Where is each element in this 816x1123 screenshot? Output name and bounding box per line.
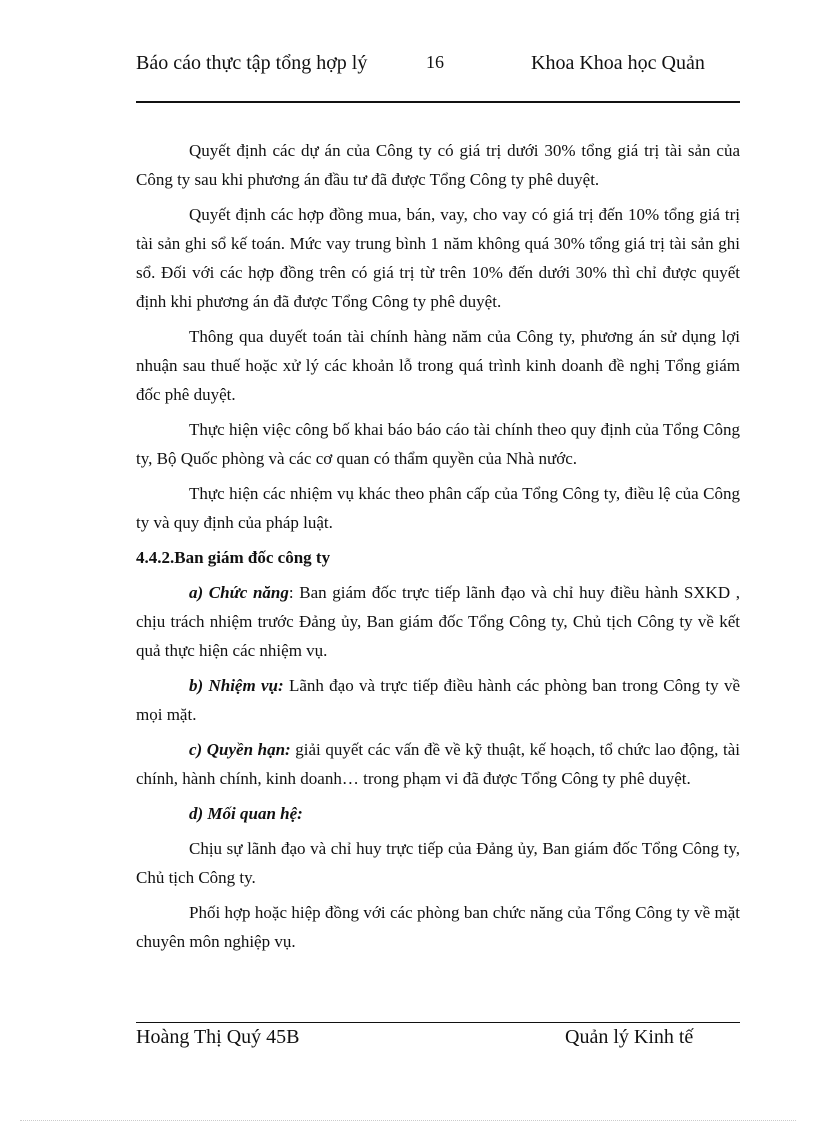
function-label: a) Chức năng	[189, 583, 289, 602]
header-faculty: Khoa Khoa học Quản	[531, 52, 705, 74]
relations-label: d) Mối quan hệ:	[189, 804, 303, 823]
header-report-title: Báo cáo thực tập tổng hợp lý	[136, 52, 368, 74]
page-body	[136, 136, 740, 962]
paragraph-financial-settlement: Thông qua duyết toán tài chính hàng năm của Công ty, phương án sử dụng lợi nhuận sau thuế hoặc xử lý các khoản lỗ trong quá trình kinh doanh đề nghị Tổng giám đốc phê duyệt.	[136, 327, 740, 404]
page-bottom-border	[20, 1120, 796, 1121]
footer-divider	[136, 1022, 740, 1023]
paragraph-relations-heading	[136, 799, 740, 828]
page-header	[136, 50, 740, 103]
page-number: 16	[426, 52, 444, 72]
footer-department: Quản lý Kinh tế	[565, 1026, 694, 1048]
paragraph-duties	[136, 671, 740, 729]
paragraph-leadership: Chịu sự lãnh đạo và chỉ huy trực tiếp của Đảng ủy, Ban giám đốc Tổng Công ty, Chủ tịch Công ty.	[136, 839, 740, 887]
authority-text: giải quyết các vấn đề về kỹ thuật, kế hoạch, tổ chức lao động, tài chính, hành chính, kinh doanh… trong phạm vi đã được Tổng Công ty phê duyệt.	[136, 740, 740, 788]
paragraph-authority	[136, 735, 740, 793]
footer-author: Hoàng Thị Quý 45B	[136, 1026, 300, 1048]
paragraph-financial-disclosure: Thực hiện việc công bố khai báo báo cáo tài chính theo quy định của Tổng Công ty, Bộ Quốc phòng và các cơ quan có thẩm quyền của Nhà nước.	[136, 420, 740, 468]
paragraph-other-duties: Thực hiện các nhiệm vụ khác theo phân cấp của Tổng Công ty, điều lệ của Công ty và quy định của pháp luật.	[136, 484, 740, 532]
duties-label: b) Nhiệm vụ:	[189, 676, 284, 695]
duties-text: Lãnh đạo và trực tiếp điều hành các phòng ban trong Công ty về mọi mặt.	[136, 676, 740, 724]
authority-label: c) Quyền hạn:	[189, 740, 291, 759]
section-heading: 4.4.2.Ban giám đốc công ty	[136, 548, 331, 567]
paragraph-coordination: Phối hợp hoặc hiệp đồng với các phòng ban chức năng của Tổng Công ty về mặt chuyên môn nghiệp vụ.	[136, 903, 740, 951]
paragraph-contracts: Quyết định các hợp đồng mua, bán, vay, cho vay có giá trị đến 10% tổng giá trị tài sản ghi sổ kế toán. Mức vay trung bình 1 năm không quá 30% tổng giá trị tài sản ghi sổ. Đối với các hợp đồng trên có giá trị từ trên 10% đến dưới 30% thì chỉ được quyết định khi phương án đã được Tổng Công ty phê duyệt.	[136, 205, 740, 311]
function-text: : Ban giám đốc trực tiếp lãnh đạo và chỉ huy điều hành SXKD , chịu trách nhiệm trước Đảng ủy, Ban giám đốc Tổng Công ty, Chủ tịch Công ty về kết quả thực hiện các nhiệm vụ.	[136, 583, 740, 660]
paragraph-projects: Quyết định các dự án của Công ty có giá trị dưới 30% tổng giá trị tài sản của Công ty sau khi phương án đầu tư đã được Tổng Công ty phê duyệt.	[136, 141, 740, 189]
paragraph-function	[136, 578, 740, 665]
